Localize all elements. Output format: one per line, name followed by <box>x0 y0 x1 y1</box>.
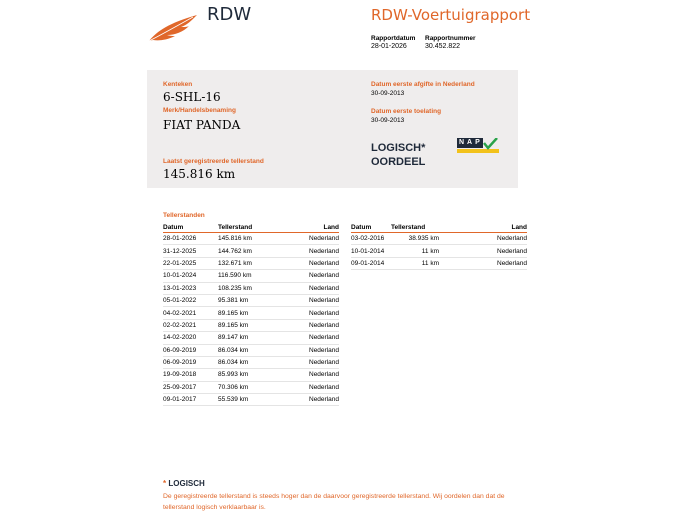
make-value: FIAT PANDA <box>163 118 241 132</box>
table-row <box>163 307 339 319</box>
row-country: Nederland <box>252 307 339 319</box>
table-row <box>163 294 339 306</box>
row-odometer: 11 km <box>391 257 439 269</box>
col-tellerstand: Tellerstand <box>218 224 253 231</box>
row-country: Nederland <box>252 282 339 294</box>
table-row <box>163 233 339 245</box>
row-odometer: 132.671 km <box>218 257 252 269</box>
row-country: Nederland <box>439 257 527 269</box>
row-odometer: 55.539 km <box>218 394 252 406</box>
table-row <box>163 319 339 331</box>
row-date: 10-01-2014 <box>351 245 391 257</box>
row-country: Nederland <box>439 245 527 257</box>
table-row <box>351 245 527 257</box>
row-odometer: 108.235 km <box>218 282 252 294</box>
table-row <box>163 381 339 393</box>
row-date: 02-02-2021 <box>163 319 218 331</box>
row-date: 19-09-2018 <box>163 369 218 381</box>
row-country: Nederland <box>252 294 339 306</box>
row-odometer: 145.816 km <box>218 233 252 245</box>
verdict <box>371 141 425 169</box>
row-odometer: 85.993 km <box>218 369 252 381</box>
table-row <box>163 344 339 356</box>
row-date: 03-02-2016 <box>351 233 391 245</box>
row-date: 10-01-2024 <box>163 270 218 282</box>
row-odometer: 95.381 km <box>218 294 252 306</box>
row-date: 05-01-2022 <box>163 294 218 306</box>
row-country: Nederland <box>252 332 339 344</box>
table-row <box>163 257 339 269</box>
row-date: 31-12-2025 <box>163 245 218 257</box>
row-country: Nederland <box>252 356 339 368</box>
col-land: Land <box>439 223 527 233</box>
row-odometer: 89.147 km <box>218 332 252 344</box>
row-odometer: 86.034 km <box>218 344 252 356</box>
odometer-label: Laatst geregistreerde tellerstand <box>163 158 264 165</box>
row-odometer: 89.165 km <box>218 319 252 331</box>
row-country: Nederland <box>439 233 527 245</box>
verdict-line-1: LOGISCH* <box>371 142 426 154</box>
nap-logo <box>457 138 499 155</box>
odometer-table-right <box>351 223 527 270</box>
table-row <box>163 332 339 344</box>
odometer-value: 145.816 km <box>163 167 236 181</box>
row-country: Nederland <box>252 394 339 406</box>
row-date: 09-01-2017 <box>163 394 218 406</box>
make-label: Merk/Handelsbenaming <box>163 107 236 114</box>
verdict-line-2: OORDEEL <box>371 156 426 168</box>
row-odometer: 38.935 km <box>391 233 439 245</box>
first-issue-nl-value: 30-09-2013 <box>371 90 405 97</box>
row-odometer: 116.590 km <box>218 270 252 282</box>
plate-value: 6-SHL-16 <box>163 90 221 104</box>
row-date: 22-01-2025 <box>163 257 218 269</box>
table-row <box>163 270 339 282</box>
col-datum: Datum <box>351 223 391 233</box>
report-date: 28-01-2026 <box>371 43 407 50</box>
row-country: Nederland <box>252 381 339 393</box>
table-row <box>351 233 527 245</box>
row-date: 13-01-2023 <box>163 282 218 294</box>
report-number-label: Rapportnummer <box>425 35 476 42</box>
brand-name: RDW <box>207 4 252 25</box>
table-row <box>163 369 339 381</box>
table-row <box>163 394 339 406</box>
footnote-title-text: LOGISCH <box>168 479 205 488</box>
row-odometer: 89.165 km <box>218 307 252 319</box>
table-row <box>351 257 527 269</box>
report-date-label: Rapportdatum <box>371 35 416 42</box>
table-row <box>163 356 339 368</box>
row-country: Nederland <box>252 270 339 282</box>
row-odometer: 11 km <box>391 245 439 257</box>
table-row <box>163 245 339 257</box>
odometer-table-left <box>163 223 339 406</box>
nap-text: NAP <box>459 139 483 146</box>
row-date: 14-02-2020 <box>163 332 218 344</box>
row-country: Nederland <box>252 369 339 381</box>
first-issue-nl-label: Datum eerste afgifte in Nederland <box>371 81 475 88</box>
first-admission-label: Datum eerste toelating <box>371 108 442 115</box>
rdw-feather-logo-icon <box>147 13 199 43</box>
col-tellerstand: Tellerstand <box>391 223 439 233</box>
row-odometer: 86.034 km <box>218 356 252 368</box>
row-date: 06-09-2019 <box>163 356 218 368</box>
row-date: 06-09-2019 <box>163 344 218 356</box>
report-title: RDW-Voertuigrapport <box>371 6 531 24</box>
row-country: Nederland <box>252 233 339 245</box>
row-country: Nederland <box>252 257 339 269</box>
col-land: Land <box>252 223 339 233</box>
row-date: 04-02-2021 <box>163 307 218 319</box>
row-country: Nederland <box>252 245 339 257</box>
col-datum: Datum <box>163 223 218 233</box>
row-date: 28-01-2026 <box>163 233 218 245</box>
row-country: Nederland <box>252 319 339 331</box>
first-admission-value: 30-09-2013 <box>371 117 405 124</box>
footnote-text: De geregistreerde tellerstand is steeds hoger dan de daarvoor geregistreerde tellerstand. Wij oordelen dan dat de tellerstand logisch verklaarbaar is. <box>163 493 505 511</box>
row-odometer: 144.762 km <box>218 245 252 257</box>
footnote-title <box>163 479 205 488</box>
row-odometer: 70.306 km <box>218 381 252 393</box>
row-country: Nederland <box>252 344 339 356</box>
table-row <box>163 282 339 294</box>
row-date: 25-09-2017 <box>163 381 218 393</box>
plate-label: Kenteken <box>163 81 193 88</box>
tellerstanden-title: Tellerstanden <box>163 212 205 219</box>
report-number: 30.452.822 <box>425 43 461 50</box>
row-date: 09-01-2014 <box>351 257 391 269</box>
footnote-star: * <box>163 479 167 488</box>
